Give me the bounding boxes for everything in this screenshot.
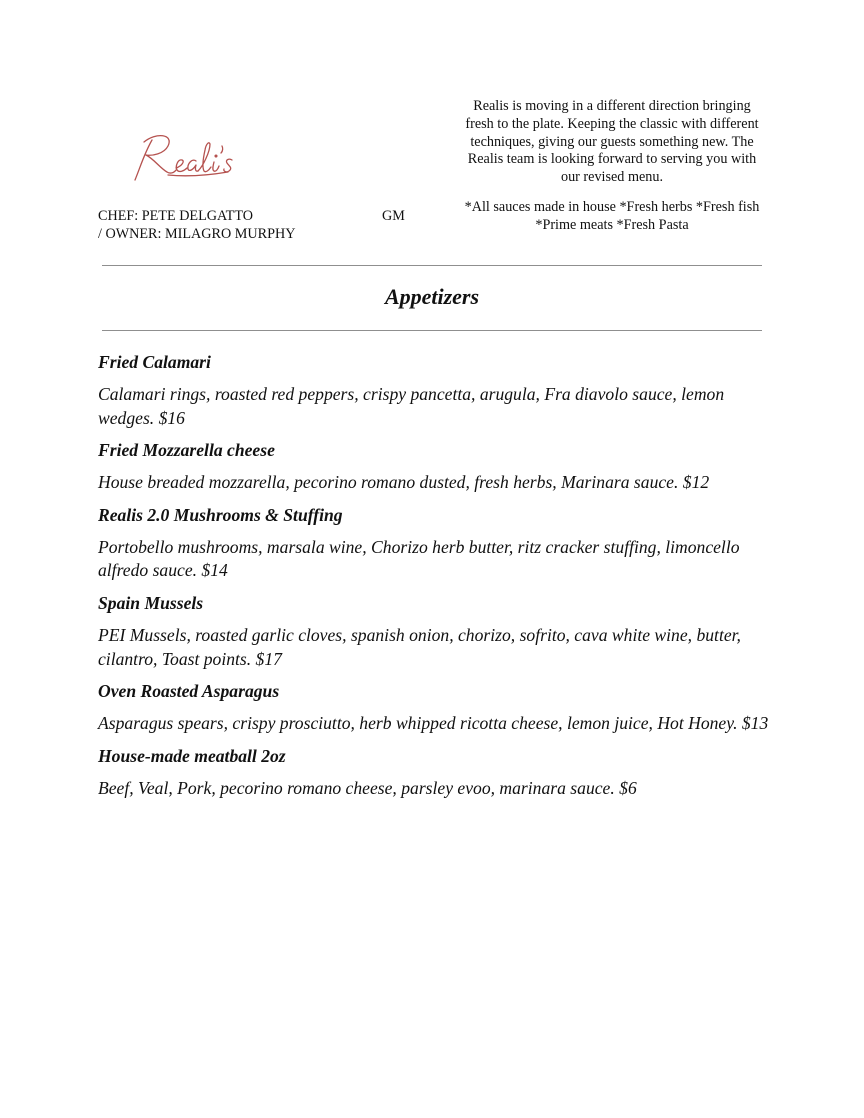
menu-item-name: House-made meatball 2oz [98,745,286,766]
menu-item [98,350,770,430]
top-divider [102,265,762,266]
chef-owner-credit [98,207,295,243]
menu-item-name: Fried Mozzarella cheese [98,440,275,461]
menu-item [98,679,770,736]
menu-item-name: Spain Mussels [98,592,204,613]
menu-item-name: Oven Roasted Asparagus [98,681,280,702]
section-title: Appetizers [384,284,480,309]
gm-label: GM [382,208,405,224]
menu-item-name: Realis 2.0 Mushrooms & Stuffing [98,504,343,525]
menu-item-description: PEI Mussels, roasted garlic cloves, spanish onion, chorizo, sofrito, cava white wine, butter, cilantro, Toast points. $17 [98,624,741,669]
menu-item-description: House breaded mozzarella, pecorino romano dusted, fresh herbs, Marinara sauce. $12 [98,472,710,493]
menu-item [98,503,770,583]
intro-paragraph [460,98,764,187]
menu-item [98,438,770,495]
bottom-divider [102,330,762,331]
menu-item [98,744,770,801]
restaurant-logo [130,128,240,188]
menu-item-description: Calamari rings, roasted red peppers, crispy pancetta, arugula, Fra diavolo sauce, lemon wedges. $16 [98,384,725,428]
intro-text: Realis is moving in a different direction bringing fresh to the plate. Keeping the classic with different techniques, giving our guests something new. The Realis team is looking forward to serving you with our revised menu. [465,98,759,186]
fresh-highlights: *All sauces made in house *Fresh herbs *Fresh fish *Prime meats *Fresh Pasta [464,199,760,233]
owner-line: / OWNER: MILAGRO MURPHY [98,226,296,242]
chef-line: CHEF: PETE DELGATTO [98,208,254,224]
menu-items-list [98,350,770,808]
menu-item [98,591,770,671]
menu-item-description: Portobello mushrooms, marsala wine, Chorizo herb butter, ritz cracker stuffing, limoncello alfredo sauce. $14 [98,536,740,581]
menu-item-name: Fried Calamari [98,352,211,372]
menu-item-description: Beef, Veal, Pork, pecorino romano cheese, parsley evoo, marinara sauce. $6 [98,777,637,798]
menu-item-description: Asparagus spears, crispy prosciutto, herb whipped ricotta cheese, lemon juice, Hot Honey. $13 [98,713,769,734]
